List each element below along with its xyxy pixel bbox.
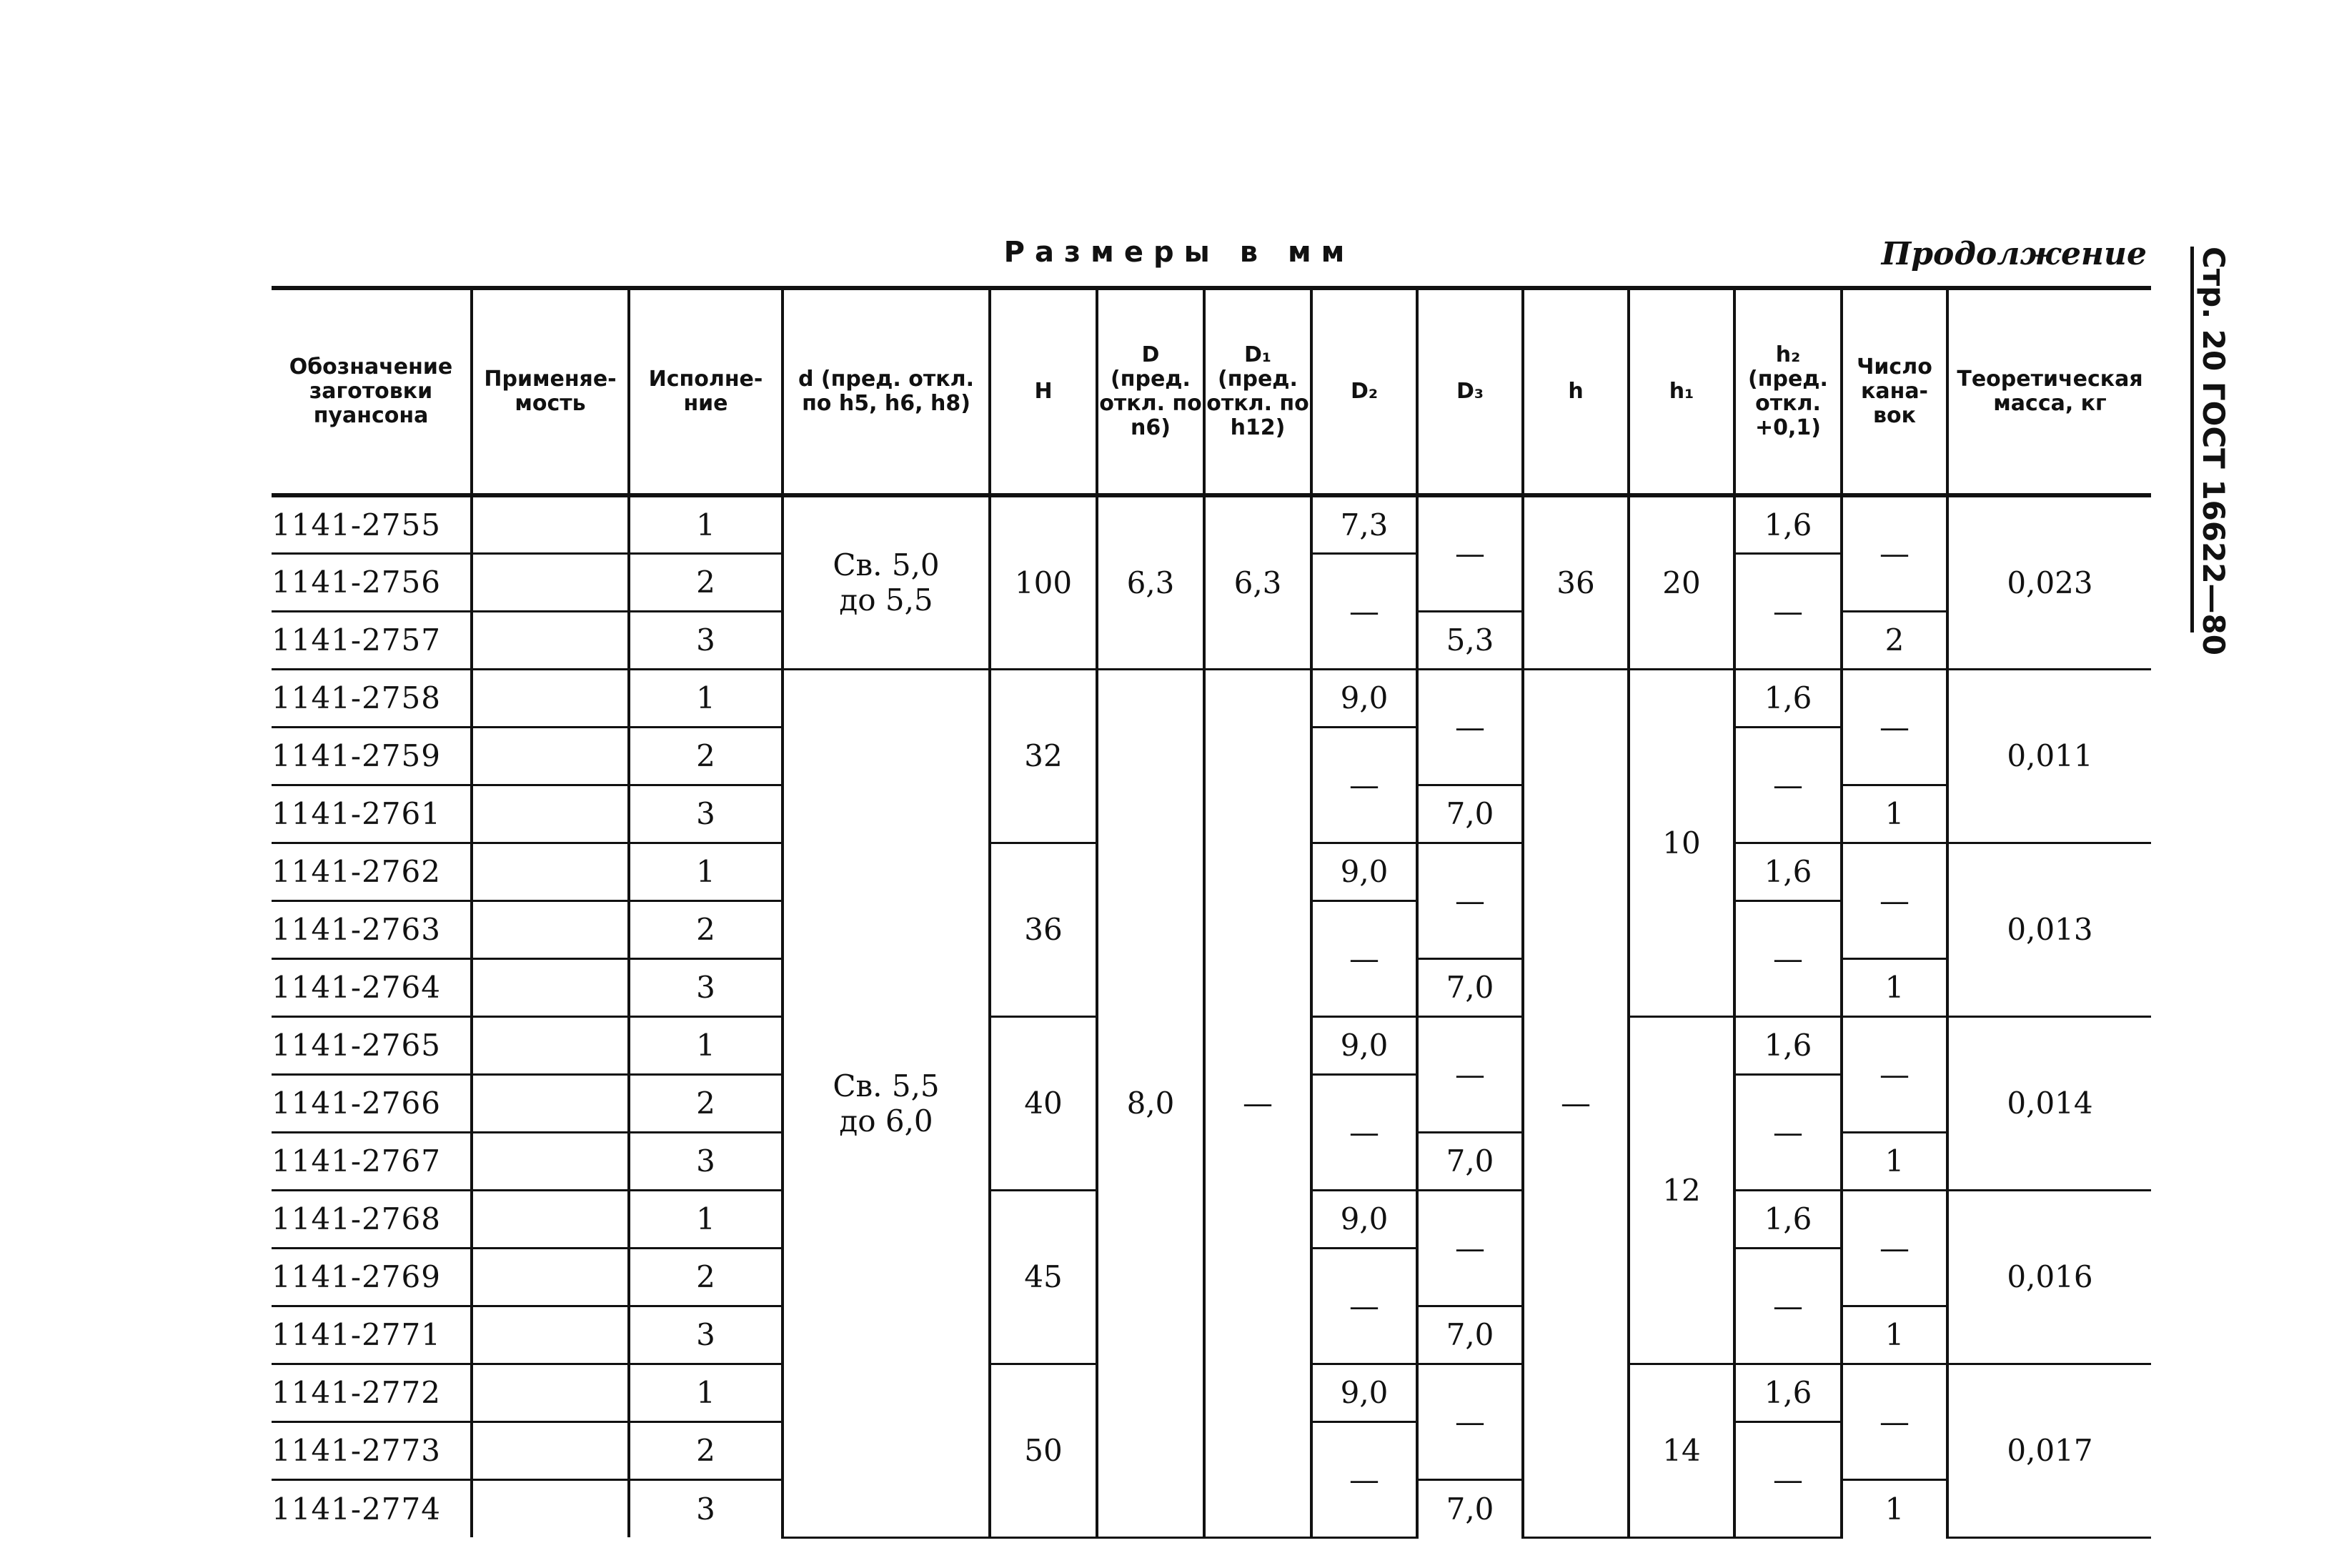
h2-cell: 1,6 — [1734, 843, 1842, 900]
mass-cell: 0,014 — [1947, 1016, 2151, 1190]
grooves-cell: — — [1842, 1364, 1947, 1479]
grooves-cell: 1 — [1842, 1306, 1947, 1364]
h2-cell: — — [1734, 1248, 1842, 1364]
D2-cell: 9,0 — [1311, 1190, 1417, 1248]
variant-cell: 2 — [629, 1074, 783, 1132]
D3-cell: 7,0 — [1417, 1306, 1523, 1364]
D3-cell: 7,0 — [1417, 785, 1523, 843]
h1-cell: 20 — [1629, 495, 1734, 669]
usage-cell — [472, 1364, 629, 1421]
usage-cell — [472, 1306, 629, 1364]
D3-cell: 5,3 — [1417, 611, 1523, 669]
grooves-cell: 1 — [1842, 785, 1947, 843]
col-header-code: Обозначение заготовки пуансона — [272, 288, 472, 495]
code-cell: 1141-2757 — [272, 611, 472, 669]
usage-cell — [472, 900, 629, 958]
code-cell: 1141-2756 — [272, 553, 472, 611]
D2-cell: — — [1311, 1421, 1417, 1537]
mass-cell: 0,011 — [1947, 669, 2151, 843]
code-cell: 1141-2758 — [272, 669, 472, 727]
D3-cell: — — [1417, 495, 1523, 611]
code-cell: 1141-2768 — [272, 1190, 472, 1248]
grooves-cell: — — [1842, 1016, 1947, 1132]
usage-cell — [472, 1248, 629, 1306]
variant-cell: 2 — [629, 1421, 783, 1479]
D3-cell: 7,0 — [1417, 1479, 1523, 1537]
H-cell: 40 — [990, 1016, 1097, 1190]
D3-cell: 7,0 — [1417, 958, 1523, 1016]
grooves-cell: — — [1842, 843, 1947, 958]
mass-cell: 0,017 — [1947, 1364, 2151, 1537]
D3-cell: — — [1417, 1190, 1523, 1306]
usage-cell — [472, 727, 629, 785]
code-cell: 1141-2763 — [272, 900, 472, 958]
grooves-cell: 1 — [1842, 1132, 1947, 1190]
variant-cell: 3 — [629, 785, 783, 843]
D3-cell: — — [1417, 669, 1523, 785]
dimensions-table — [272, 286, 2151, 1539]
H-cell: 100 — [990, 495, 1097, 669]
D3-cell: — — [1417, 1016, 1523, 1132]
col-header-h: h — [1523, 288, 1629, 495]
d-cell: Св. 5,5 до 6,0 — [783, 669, 990, 1537]
col-header-d: d (пред. откл. по h5, h6, h8) — [783, 288, 990, 495]
table-row — [272, 669, 2151, 727]
D2-cell: — — [1311, 1074, 1417, 1190]
variant-cell: 2 — [629, 900, 783, 958]
H-cell: 32 — [990, 669, 1097, 843]
code-cell: 1141-2771 — [272, 1306, 472, 1364]
table-header-row — [272, 288, 2151, 495]
code-cell: 1141-2773 — [272, 1421, 472, 1479]
D3-cell: — — [1417, 843, 1523, 958]
D2-cell: 9,0 — [1311, 669, 1417, 727]
variant-cell: 3 — [629, 1306, 783, 1364]
D-cell: 6,3 — [1097, 495, 1204, 669]
col-header-H: H — [990, 288, 1097, 495]
col-header-usage: Применяе- мость — [472, 288, 629, 495]
code-cell: 1141-2766 — [272, 1074, 472, 1132]
code-cell: 1141-2765 — [272, 1016, 472, 1074]
variant-cell: 3 — [629, 1479, 783, 1537]
h2-cell: 1,6 — [1734, 1190, 1842, 1248]
usage-cell — [472, 553, 629, 611]
grooves-cell: — — [1842, 495, 1947, 611]
usage-cell — [472, 843, 629, 900]
h2-cell: — — [1734, 553, 1842, 669]
h-cell: — — [1523, 669, 1629, 1537]
variant-cell: 3 — [629, 1132, 783, 1190]
h2-cell: 1,6 — [1734, 1364, 1842, 1421]
col-header-D3: D₃ — [1417, 288, 1523, 495]
usage-cell — [472, 958, 629, 1016]
variant-cell: 1 — [629, 669, 783, 727]
D1-cell: — — [1204, 669, 1311, 1537]
table-row — [272, 495, 2151, 553]
grooves-cell: — — [1842, 669, 1947, 785]
D3-cell: 7,0 — [1417, 1132, 1523, 1190]
h2-cell: 1,6 — [1734, 495, 1842, 553]
D2-cell: 9,0 — [1311, 1364, 1417, 1421]
D2-cell: — — [1311, 1248, 1417, 1364]
code-cell: 1141-2764 — [272, 958, 472, 1016]
h2-cell: — — [1734, 1074, 1842, 1190]
D2-cell: — — [1311, 727, 1417, 843]
col-header-D2: D₂ — [1311, 288, 1417, 495]
h-cell: 36 — [1523, 495, 1629, 669]
variant-cell: 3 — [629, 958, 783, 1016]
variant-cell: 2 — [629, 727, 783, 785]
D-cell: 8,0 — [1097, 669, 1204, 1537]
h2-cell: 1,6 — [1734, 1016, 1842, 1074]
variant-cell: 1 — [629, 495, 783, 553]
code-cell: 1141-2767 — [272, 1132, 472, 1190]
usage-cell — [472, 611, 629, 669]
col-header-grooves: Число кана- вок — [1842, 288, 1947, 495]
h1-cell: 10 — [1629, 669, 1734, 1016]
col-header-D: D (пред. откл. по n6) — [1097, 288, 1204, 495]
H-cell: 50 — [990, 1364, 1097, 1537]
D2-cell: — — [1311, 553, 1417, 669]
h1-cell: 14 — [1629, 1364, 1734, 1537]
grooves-cell: 1 — [1842, 1479, 1947, 1537]
usage-cell — [472, 1132, 629, 1190]
variant-cell: 1 — [629, 1364, 783, 1421]
usage-cell — [472, 1479, 629, 1537]
col-header-h1: h₁ — [1629, 288, 1734, 495]
variant-cell: 1 — [629, 843, 783, 900]
code-cell: 1141-2755 — [272, 495, 472, 553]
grooves-cell: — — [1842, 1190, 1947, 1306]
grooves-cell: 1 — [1842, 958, 1947, 1016]
h2-cell: — — [1734, 900, 1842, 1016]
variant-cell: 1 — [629, 1016, 783, 1074]
D3-cell: — — [1417, 1364, 1523, 1479]
D2-cell: 9,0 — [1311, 843, 1417, 900]
variant-cell: 1 — [629, 1190, 783, 1248]
mass-cell: 0,023 — [1947, 495, 2151, 669]
code-cell: 1141-2772 — [272, 1364, 472, 1421]
usage-cell — [472, 1190, 629, 1248]
usage-cell — [472, 1421, 629, 1479]
side-reference-text: Стр. 20 ГОСТ 16622—80 — [2196, 247, 2231, 656]
col-header-mass: Теоретическая масса, кг — [1947, 288, 2151, 495]
h2-cell: — — [1734, 727, 1842, 843]
code-cell: 1141-2774 — [272, 1479, 472, 1537]
variant-cell: 2 — [629, 1248, 783, 1306]
d-cell: Св. 5,0 до 5,5 — [783, 495, 990, 669]
mass-cell: 0,013 — [1947, 843, 2151, 1016]
usage-cell — [472, 669, 629, 727]
page-title: Размеры в мм — [1003, 236, 1355, 269]
code-cell: 1141-2762 — [272, 843, 472, 900]
col-header-variant: Исполне- ние — [629, 288, 783, 495]
D1-cell: 6,3 — [1204, 495, 1311, 669]
col-header-D1: D₁ (пред. откл. по h12) — [1204, 288, 1311, 495]
continuation-label: Продолжение — [1881, 236, 2147, 272]
variant-cell: 2 — [629, 553, 783, 611]
code-cell: 1141-2769 — [272, 1248, 472, 1306]
col-header-h2: h₂ (пред. откл. +0,1) — [1734, 288, 1842, 495]
mass-cell: 0,016 — [1947, 1190, 2151, 1364]
D2-cell: 9,0 — [1311, 1016, 1417, 1074]
code-cell: 1141-2759 — [272, 727, 472, 785]
variant-cell: 3 — [629, 611, 783, 669]
h1-cell: 12 — [1629, 1016, 1734, 1364]
grooves-cell: 2 — [1842, 611, 1947, 669]
side-reference — [2190, 247, 2233, 656]
usage-cell — [472, 1016, 629, 1074]
D2-cell: 7,3 — [1311, 495, 1417, 553]
usage-cell — [472, 785, 629, 843]
code-cell: 1141-2761 — [272, 785, 472, 843]
side-reference-bar — [2190, 247, 2194, 632]
D2-cell: — — [1311, 900, 1417, 1016]
usage-cell — [472, 495, 629, 553]
H-cell: 36 — [990, 843, 1097, 1016]
h2-cell: — — [1734, 1421, 1842, 1537]
h2-cell: 1,6 — [1734, 669, 1842, 727]
H-cell: 45 — [990, 1190, 1097, 1364]
usage-cell — [472, 1074, 629, 1132]
